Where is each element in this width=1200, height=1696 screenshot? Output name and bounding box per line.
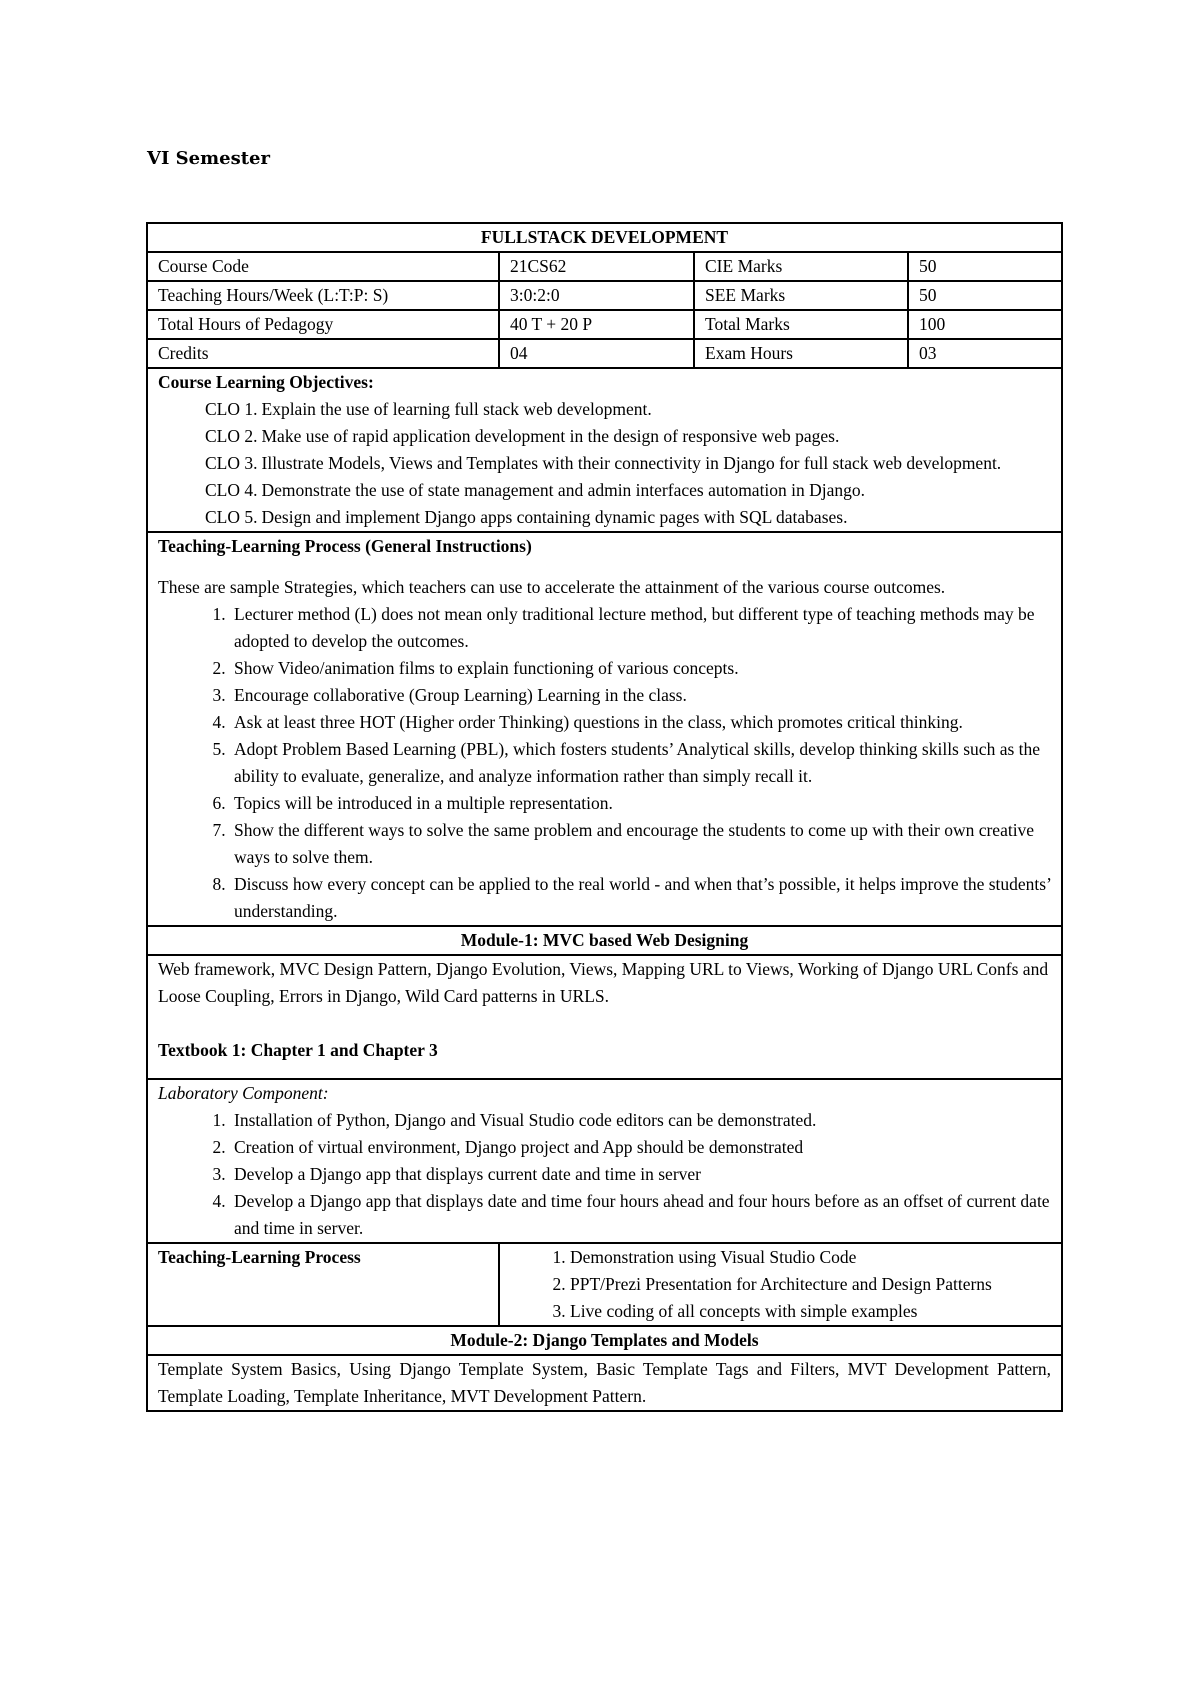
teaching-process-heading: Teaching-Learning Process (General Instructions) — [158, 536, 532, 556]
spacer — [158, 1064, 1051, 1078]
info-value-2: 03 — [908, 339, 1062, 368]
lab-heading: Laboratory Component: — [158, 1083, 329, 1103]
clo-text: Demonstrate the use of state management and admin interfaces automation in Django. — [261, 480, 866, 500]
strategy-item: 5. Adopt Problem Based Learning (PBL), which fosters students’ Analytical skills, develop thinking skills such as the ability to evaluate, generalize, and analyze information rather than simply recall it. — [230, 736, 1051, 790]
info-value-2: 50 — [908, 281, 1062, 310]
lab-item: 1. Installation of Python, Django and Visual Studio code editors can be demonstrated. — [230, 1107, 1051, 1134]
strategy-item: 2. Show Video/animation films to explain functioning of various concepts. — [230, 655, 1051, 682]
info-label-2: CIE Marks — [694, 252, 908, 281]
clo-text: Design and implement Django apps containing dynamic pages with SQL databases. — [261, 507, 848, 527]
module-1-heading-row — [147, 926, 1062, 955]
info-value-2: 100 — [908, 310, 1062, 339]
module-1-lab-row — [147, 1079, 1062, 1243]
clo-list — [158, 396, 1051, 531]
info-label: Total Hours of Pedagogy — [147, 310, 499, 339]
info-value: 04 — [499, 339, 694, 368]
teaching-process-intro: These are sample Strategies, which teachers can use to accelerate the attainment of the various course outcomes. — [158, 577, 946, 597]
clo-number: CLO 5. — [205, 507, 258, 527]
clo-number: CLO 1. — [205, 399, 258, 419]
info-value: 3:0:2:0 — [499, 281, 694, 310]
clo-number: CLO 2. — [205, 426, 258, 446]
teaching-process-cell — [147, 532, 1062, 926]
teaching-process-row — [147, 532, 1062, 926]
strategy-item: 6. Topics will be introduced in a multiple representation. — [230, 790, 1051, 817]
module-1-lab-cell — [147, 1079, 1062, 1243]
module-1-content-row — [147, 955, 1062, 1079]
module-1-tlp-cell — [499, 1243, 1062, 1326]
course-title: FULLSTACK DEVELOPMENT — [147, 223, 1062, 252]
module-1-tlp-label: Teaching-Learning Process — [147, 1243, 499, 1326]
semester-label: VI Semester — [147, 148, 270, 169]
syllabus-table — [146, 222, 1063, 1412]
strategy-item: 8. Discuss how every concept can be applied to the real world - and when that’s possible, it helps improve the students’ understanding. — [230, 871, 1051, 925]
spacer — [158, 560, 1051, 574]
strategy-item: 4. Ask at least three HOT (Higher order Thinking) questions in the class, which promotes critical thinking. — [230, 709, 1051, 736]
tlp-item: 3. Live coding of all concepts with simple examples — [570, 1298, 1051, 1325]
lab-item: 4. Develop a Django app that displays date and time four hours ahead and four hours before as an offset of current date and time in server. — [230, 1188, 1051, 1242]
clo-number: CLO 3. — [205, 453, 258, 473]
info-label: Credits — [147, 339, 499, 368]
course-info-row — [147, 252, 1062, 281]
tlp-item: 2. PPT/Prezi Presentation for Architecture and Design Patterns — [570, 1271, 1051, 1298]
clo-text: Illustrate Models, Views and Templates with their connectivity in Django for full stack web development. — [261, 453, 1002, 473]
module-2-content-row — [147, 1355, 1062, 1411]
clo-text: Make use of rapid application development in the design of responsive web pages. — [261, 426, 840, 446]
clo-text: Explain the use of learning full stack web development. — [261, 399, 652, 419]
strategy-list — [158, 601, 1051, 925]
module-1-textbook: Textbook 1: Chapter 1 and Chapter 3 — [158, 1040, 438, 1060]
info-label-2: SEE Marks — [694, 281, 908, 310]
info-value: 21CS62 — [499, 252, 694, 281]
info-label: Teaching Hours/Week (L:T:P: S) — [147, 281, 499, 310]
module-2-heading-row — [147, 1326, 1062, 1355]
lab-item: 2. Creation of virtual environment, Django project and App should be demonstrated — [230, 1134, 1051, 1161]
module-1-heading: Module-1: MVC based Web Designing — [147, 926, 1062, 955]
module-1-tlp-row — [147, 1243, 1062, 1326]
module-2-heading: Module-2: Django Templates and Models — [147, 1326, 1062, 1355]
info-label-2: Exam Hours — [694, 339, 908, 368]
course-title-row — [147, 223, 1062, 252]
strategy-item: 1. Lecturer method (L) does not mean only traditional lecture method, but different type of teaching methods may be adopted to develop the outcomes. — [230, 601, 1051, 655]
clo-number: CLO 4. — [205, 480, 258, 500]
tlp-list — [510, 1244, 1051, 1325]
info-label: Course Code — [147, 252, 499, 281]
clo-item — [205, 423, 1051, 450]
course-info-row — [147, 339, 1062, 368]
info-value-2: 50 — [908, 252, 1062, 281]
strategy-item: 7. Show the different ways to solve the same problem and encourage the students to come up with their own creative ways to solve them. — [230, 817, 1051, 871]
clo-item — [205, 477, 1051, 504]
lab-list — [158, 1107, 1051, 1242]
clo-item — [205, 396, 1051, 423]
objectives-heading: Course Learning Objectives: — [158, 372, 374, 392]
course-info-row — [147, 281, 1062, 310]
info-label-2: Total Marks — [694, 310, 908, 339]
clo-item — [205, 504, 1051, 531]
strategy-item: 3. Encourage collaborative (Group Learning) Learning in the class. — [230, 682, 1051, 709]
module-1-content: Web framework, MVC Design Pattern, Django Evolution, Views, Mapping URL to Views, Working of Django URL Confs and Loose Coupling, Errors in Django, Wild Card patterns in URLS. — [158, 959, 1049, 1006]
objectives-cell — [147, 368, 1062, 532]
objectives-row — [147, 368, 1062, 532]
module-1-content-cell — [147, 955, 1062, 1079]
course-info-row — [147, 310, 1062, 339]
tlp-item: 1. Demonstration using Visual Studio Code — [570, 1244, 1051, 1271]
spacer — [158, 1010, 1051, 1037]
clo-item — [205, 450, 1051, 477]
lab-item: 3. Develop a Django app that displays current date and time in server — [230, 1161, 1051, 1188]
info-value: 40 T + 20 P — [499, 310, 694, 339]
module-2-content: Template System Basics, Using Django Template System, Basic Template Tags and Filters, MVT Development Pattern, Template Loading, Template Inheritance, MVT Development Pattern. — [147, 1355, 1062, 1411]
